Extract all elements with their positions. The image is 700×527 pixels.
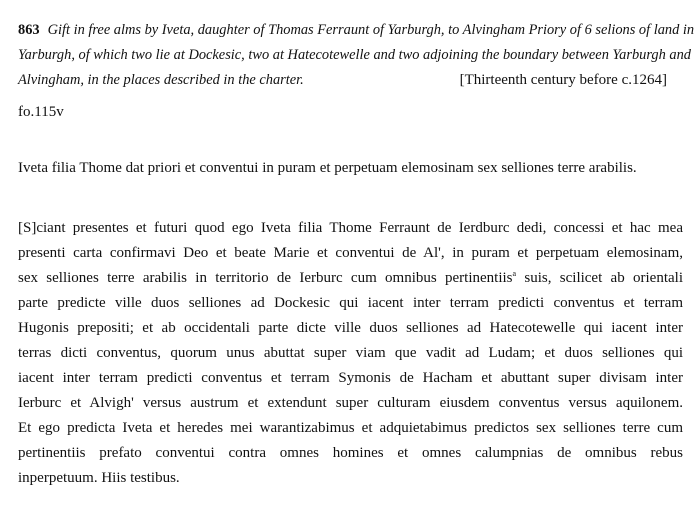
- entry-number: 863: [18, 22, 40, 38]
- footnote-marker: a: [512, 269, 517, 278]
- charter-line-7: iacent inter terram predicti conventus et terram Symonis de Hacham et abuttant super divisam inter: [18, 370, 683, 386]
- summary-line-1: Gift in free alms by Iveta, daughter of Thomas Ferraunt of Yarburgh, to Alvingham Priory of 6 selions of land in: [47, 22, 695, 38]
- rubric: Iveta filia Thome dat priori et conventui in puram et perpetuam elemosinam sex selliones terre arabilis.: [18, 160, 637, 176]
- folio-reference: fo.115v: [18, 104, 64, 120]
- charter-line-3-text: sex selliones terre arabilis in territorio de Ierburc cum omnibus pertinentiis: [18, 270, 513, 286]
- charter-line-4: parte predicte ville duos selliones ad Dockesic qui iacent inter terram predicti conventus et terram: [18, 295, 683, 311]
- charter-line-9: Et ego predicta Iveta et heredes mei warantizabimus et adquietabimus predictos sex selliones terre cum: [18, 420, 683, 436]
- heading-line-1: [18, 18, 695, 43]
- charter-line-2: presenti carta confirmavi Deo et beate Marie et conventui de Al', in puram et perpetuam elemosinam,: [18, 245, 683, 261]
- charter-line-10: pertinentiis prefato conventui contra omnes homines et omnes calumpnias de omnibus rebus: [18, 445, 683, 461]
- charter-line-1: [S]ciant presentes et futuri quod ego Iveta filia Thome Ferraunt de Ierdburc dedi, concessi et hac mea: [18, 220, 683, 236]
- charter-text: [18, 216, 683, 491]
- charter-line-6: terras dicti conventus, quorum unus abuttat super viam que vadit ad Ludam; et duos selliones qui: [18, 345, 683, 361]
- charter-line-8: Ierburc et Alvigh' versus austrum et extendunt super culturam eiusdem conventus versus aquilonem.: [18, 395, 683, 411]
- summary-line-2: Yarburgh, of which two lie at Dockesic, two at Hatecotewelle and two adjoining the boundary between Yarburgh and: [18, 47, 691, 63]
- charter-line-3: [18, 266, 683, 291]
- entry-heading: [18, 18, 695, 93]
- summary-line-3: Alvingham, in the places described in the charter.: [18, 72, 304, 88]
- heading-line-3: [18, 68, 684, 93]
- charter-line-5: Hugonis prepositi; et ab occidentali parte dicte ville duos selliones ad Hatecotewelle qui iacent inter: [18, 320, 683, 336]
- date-note: [Thirteenth century before c.1264]: [459, 72, 667, 88]
- charter-line-11: inperpetuum. Hiis testibus.: [18, 470, 180, 486]
- charter-line-3-tail: suis, scilicet ab orientali: [524, 270, 683, 286]
